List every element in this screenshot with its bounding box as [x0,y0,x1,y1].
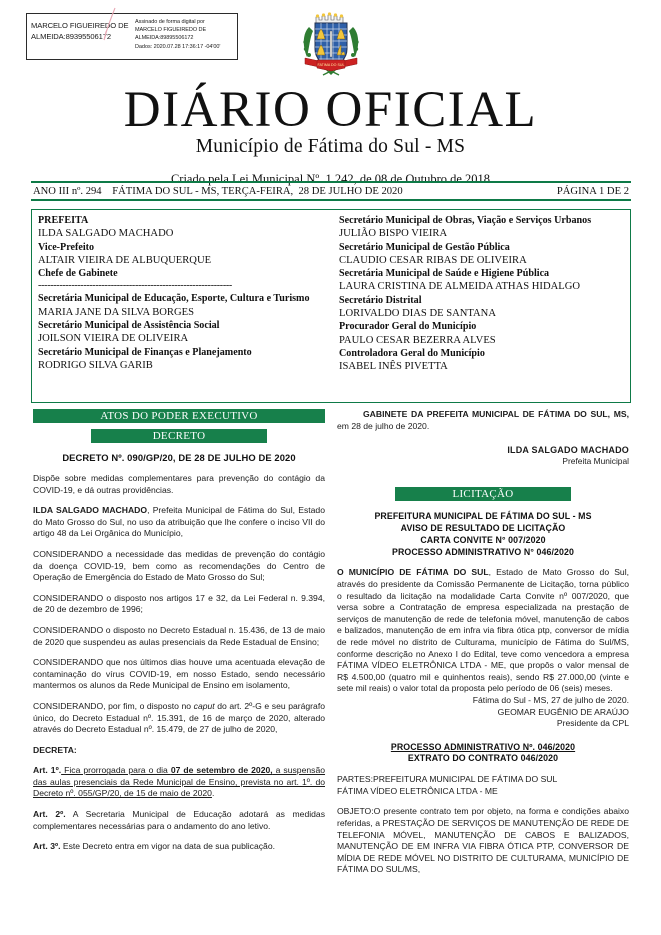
considerando-5-caput: caput [193,700,215,711]
gabinete-bold: GABINETE DA PREFEITA MUNICIPAL DE FÁTIMA DO SUL, MS, [363,409,629,419]
decree-article-3 [33,841,325,853]
signature-details [131,14,237,59]
extrato-partes-2: FÁTIMA VÍDEO ELETRÔNICA LTDA - ME [337,785,498,796]
coat-of-arms-icon [299,9,363,79]
licitacao-head-4: PROCESSO ADMINISTRATIVO N° 046/2020 [391,546,575,557]
digital-signature-box [26,13,238,60]
licitacao-body-bold: O MUNICÍPIO DE FÁTIMA DO SUL [337,567,489,578]
art1-text-b: a suspensão das aulas presenciais da Rede Municipal de Ensino, prevista no art. 1º. do Decreto nº. 055/GP/20, de 15 de maio de 2020 [33,765,326,799]
mayor-role: Prefeita Municipal [562,456,629,467]
section-header-licitacao: LICITAÇÃO [395,487,571,501]
art1-text-a: Fica prorrogada para o dia [61,765,171,776]
decreta-label [33,745,325,757]
decree-considerando-3: CONSIDERANDO o disposto no Decreto Estadual n. 15.436, de 13 de maio de 2020 que suspendeu as aulas presenciais da Rede Estadual de Ensino; [33,624,325,647]
left-column [33,409,325,853]
signature-detail-line4: Dados: 2020.07.28 17:36:17 -04'00' [135,43,221,50]
page-number: PÁGINA 1 DE 2 [556,185,629,197]
decree-considerando-4: CONSIDERANDO que nos últimos dias houve uma acentuada elevação de contaminação do vírus COVID-19, em nosso Estado, sendo necessário mantermos os alunos da Rede Municipal de Ensino em isolamento, [33,657,325,691]
decree-title: DECRETO Nº. 090/GP/20, DE 28 DE JULHO DE 2020 [62,452,296,463]
licitacao-head-1: PREFEITURA MUNICIPAL DE FÁTIMA DO SUL - MS [374,511,592,522]
mayor-signature-block [337,444,629,467]
official-role: PREFEITA [38,215,89,226]
considerando-5-part-a: CONSIDERANDO, por fim, o disposto no [33,700,194,711]
issue-info: ANO III nº. 294 FÁTIMA DO SUL - MS, TERÇA-FEIRA, 28 DE JULHO DE 2020 [33,185,403,197]
decree-considerando-5 [33,701,325,736]
signature-detail-line1: Assinado de forma digital por [135,19,205,25]
official-name: CLAUDIO CESAR RIBAS DE OLIVEIRA [339,254,527,266]
official-role: Secretária Municipal de Saúde e Higiene Pública [339,268,550,280]
official-role: Secretário Distrital [339,294,422,306]
mayor-name: ILDA SALGADO MACHADO [507,445,629,456]
signature-subject [27,14,131,59]
official-name: PAULO CESAR BEZERRA ALVES [339,334,496,346]
official-name: MARIA JANE DA SILVA BORGES [38,306,194,318]
considerando-5-part-b: do art. 2º-G e seu parágrafo único, do Decreto Estadual nº. 15.391, de 16 de março de 2020, alterado através do Decreto Estadual nº. 15.479, de 27 de julho de 2020, [33,700,325,735]
decreta-text: DECRETA: [33,744,77,755]
art2-text: A Secretaria Municipal de Educação adotará as medidas complementares necessárias para o andamento do ano letivo. [33,809,325,831]
licitacao-head-3: CARTA CONVITE N° 007/2020 [420,534,546,545]
right-column [337,409,629,876]
art3-text: Este Decreto entra em vigor na data de sua publicação. [60,841,275,852]
official-name: JOILSON VIEIRA DE OLIVEIRA [38,333,189,345]
signature-detail-line3: ALMEIDA:89895506172 [135,35,194,42]
official-role: Secretário Municipal de Finanças e Planejamento [38,346,252,358]
decree-preamble [33,505,325,540]
masthead-creation-law: Criado pela Lei Municipal Nº. 1.242, de 08 de Outubro de 2018 [170,172,491,186]
decree-article-1 [33,765,325,800]
official-role: Secretário Municipal de Gestão Pública [339,241,510,253]
official-name: ILDA SALGADO MACHADO [38,228,174,240]
art3-label: Art. 3º. [33,841,61,852]
decree-considerando-1: CONSIDERANDO a necessidade das medidas de prevenção do contágio da doença COVID-19, bem como as recomendações do Centro de Operação de Emergência do Estado de Mato Grosso do Sul; [33,548,325,583]
decree-considerando-2: CONSIDERANDO o disposto nos artigos 17 e 32, da Lei Federal n. 9.394, de 20 de dezembro de 1996; [33,592,325,615]
masthead [0,84,661,188]
decree-preamble-rest: , Prefeita Municipal de Fátima do Sul, Estado do Mato Grosso do Sul, no uso da atribuição que lhe confere o inciso VII do artigo 48 da Lei Orgânica do Município, [33,505,325,539]
official-role: Controladora Geral do Município [339,347,485,359]
signature-subject-line1: MARCELO FIGUEIREDO DE [31,21,129,30]
page-title: DIÁRIO OFICIAL [123,82,538,138]
decree-ementa: Dispõe sobre medidas complementares para prevenção do contágio da COVID-19, e dá outras providências. [33,473,325,495]
extrato-partes-1: PARTES:PREFEITURA MUNICIPAL DE FÁTIMA DO SUL [337,774,558,785]
licitacao-body-rest: , Estado de Mato Grosso do Sul, através do presidente da Comissão Permanente de Licitação, torna público o resultado da licitação na modalidade Carta Convite nº 007/2020, que versa sobre a Contratação de empresa especializada na prestação de serviços de manutenção de rede de telefonia móvel, manutenção de cabos e balizados, manutenção de em infra via fibra ótica ptp, conversor de mídia de rede móvel no distrito de Culturama, município de Fátima do Sul/MS, conforme descrição no Anexo I do Edital, teve como vencedora a empresa FÁTIMA VÍDEO ELETRÔNICA LTDA - ME, que propôs o valor mensal de R$ 4.500,00 (quatro mil e quinhentos reais), sendo R$ 27.000,00 (vinte e sete mil reais) o valor total da proposta pelo período de 06 (seis) meses. [337,567,629,694]
licitacao-signer-role: Presidente da CPL [556,718,629,729]
official-role: Secretário Municipal de Assistência Social [38,320,220,332]
licitacao-head-2: AVISO DE RESULTADO DE LICITAÇÃO [400,522,566,533]
issue-bar [31,181,631,201]
official-name: LORIVALDO DIAS DE SANTANA [339,308,496,320]
svg-text:FATIMA DO SUL: FATIMA DO SUL [317,63,345,67]
gabinete-rest: em 28 de julho de 2020. [337,420,430,431]
masthead-subtitle: Município de Fátima do Sul - MS [195,136,466,157]
decree-preamble-name: ILDA SALGADO MACHADO [33,505,148,516]
extrato-objeto: OBJETO:O presente contrato tem por objeto, na forma e condições abaixo referidas, a PRESTAÇÃO DE SERVIÇOS DE MANUTENÇÃO DE REDE DE TELEFONIA MÓVEL, MANUTENÇÃO DE CABOS E BALIZADOS, MANUTENÇÃO DE EM INFRA VIA FIBRA ÓTICA PTP, CONVERSOR DE MÍDIA DE REDE MÓVEL NO DISTRITO DE CULTURAMA, MUNICÍPIO DE FÁTIMA DO SUL/MS, [337,806,629,875]
art1-label: Art. 1º. [33,765,62,776]
officials-box [31,209,631,403]
art1-end: . [211,788,215,799]
licitacao-body [337,567,629,695]
gabinete-paragraph [337,409,629,432]
officials-column-right [331,210,630,402]
decree-article-2 [33,809,325,832]
official-name: ALTAIR VIEIRA DE ALBUQUERQUE [38,254,212,266]
licitacao-signer-name: GEOMAR EUGÊNIO DE ARAÚJO [497,706,629,717]
signature-detail-line2: MARCELO FIGUEIREDO DE [135,27,207,34]
official-role: Vice-Prefeito [38,241,95,253]
officials-column-left [32,210,331,402]
official-name: LAURA CRISTINA DE ALMEIDA ATHAS HIDALGO [339,281,581,293]
extrato-head-1: PROCESSO ADMINISTRATIVO Nº. 046/2020 [390,741,576,752]
section-header-decree: DECRETO [91,429,267,443]
official-role: Procurador Geral do Município [339,321,477,333]
extrato-head-2: EXTRATO DO CONTRATO 046/2020 [407,753,559,764]
official-name: RODRIGO SILVA GARIB [38,359,153,371]
official-role: Secretário Municipal de Obras, Viação e Serviços Urbanos [339,215,592,226]
art2-label: Art. 2º. [33,809,66,820]
official-role: Secretária Municipal de Educação, Esporte, Cultura e Turismo [38,293,310,305]
official-role: Chefe de Gabinete [38,268,118,280]
official-name: ISABEL INÊS PIVETTA [339,361,448,373]
art1-date: 07 de setembro de 2020, [170,765,273,776]
section-header-executive-acts: ATOS DO PODER EXECUTIVO [33,409,325,423]
officials-separator: ---------------------------------------------------------------- [38,280,232,292]
licitacao-place-date: Fátima do Sul - MS, 27 de julho de 2020. [472,694,629,705]
official-name: JULIÃO BISPO VIEIRA [339,228,448,240]
signature-subject-line2: ALMEIDA:89395506172 [31,31,112,41]
